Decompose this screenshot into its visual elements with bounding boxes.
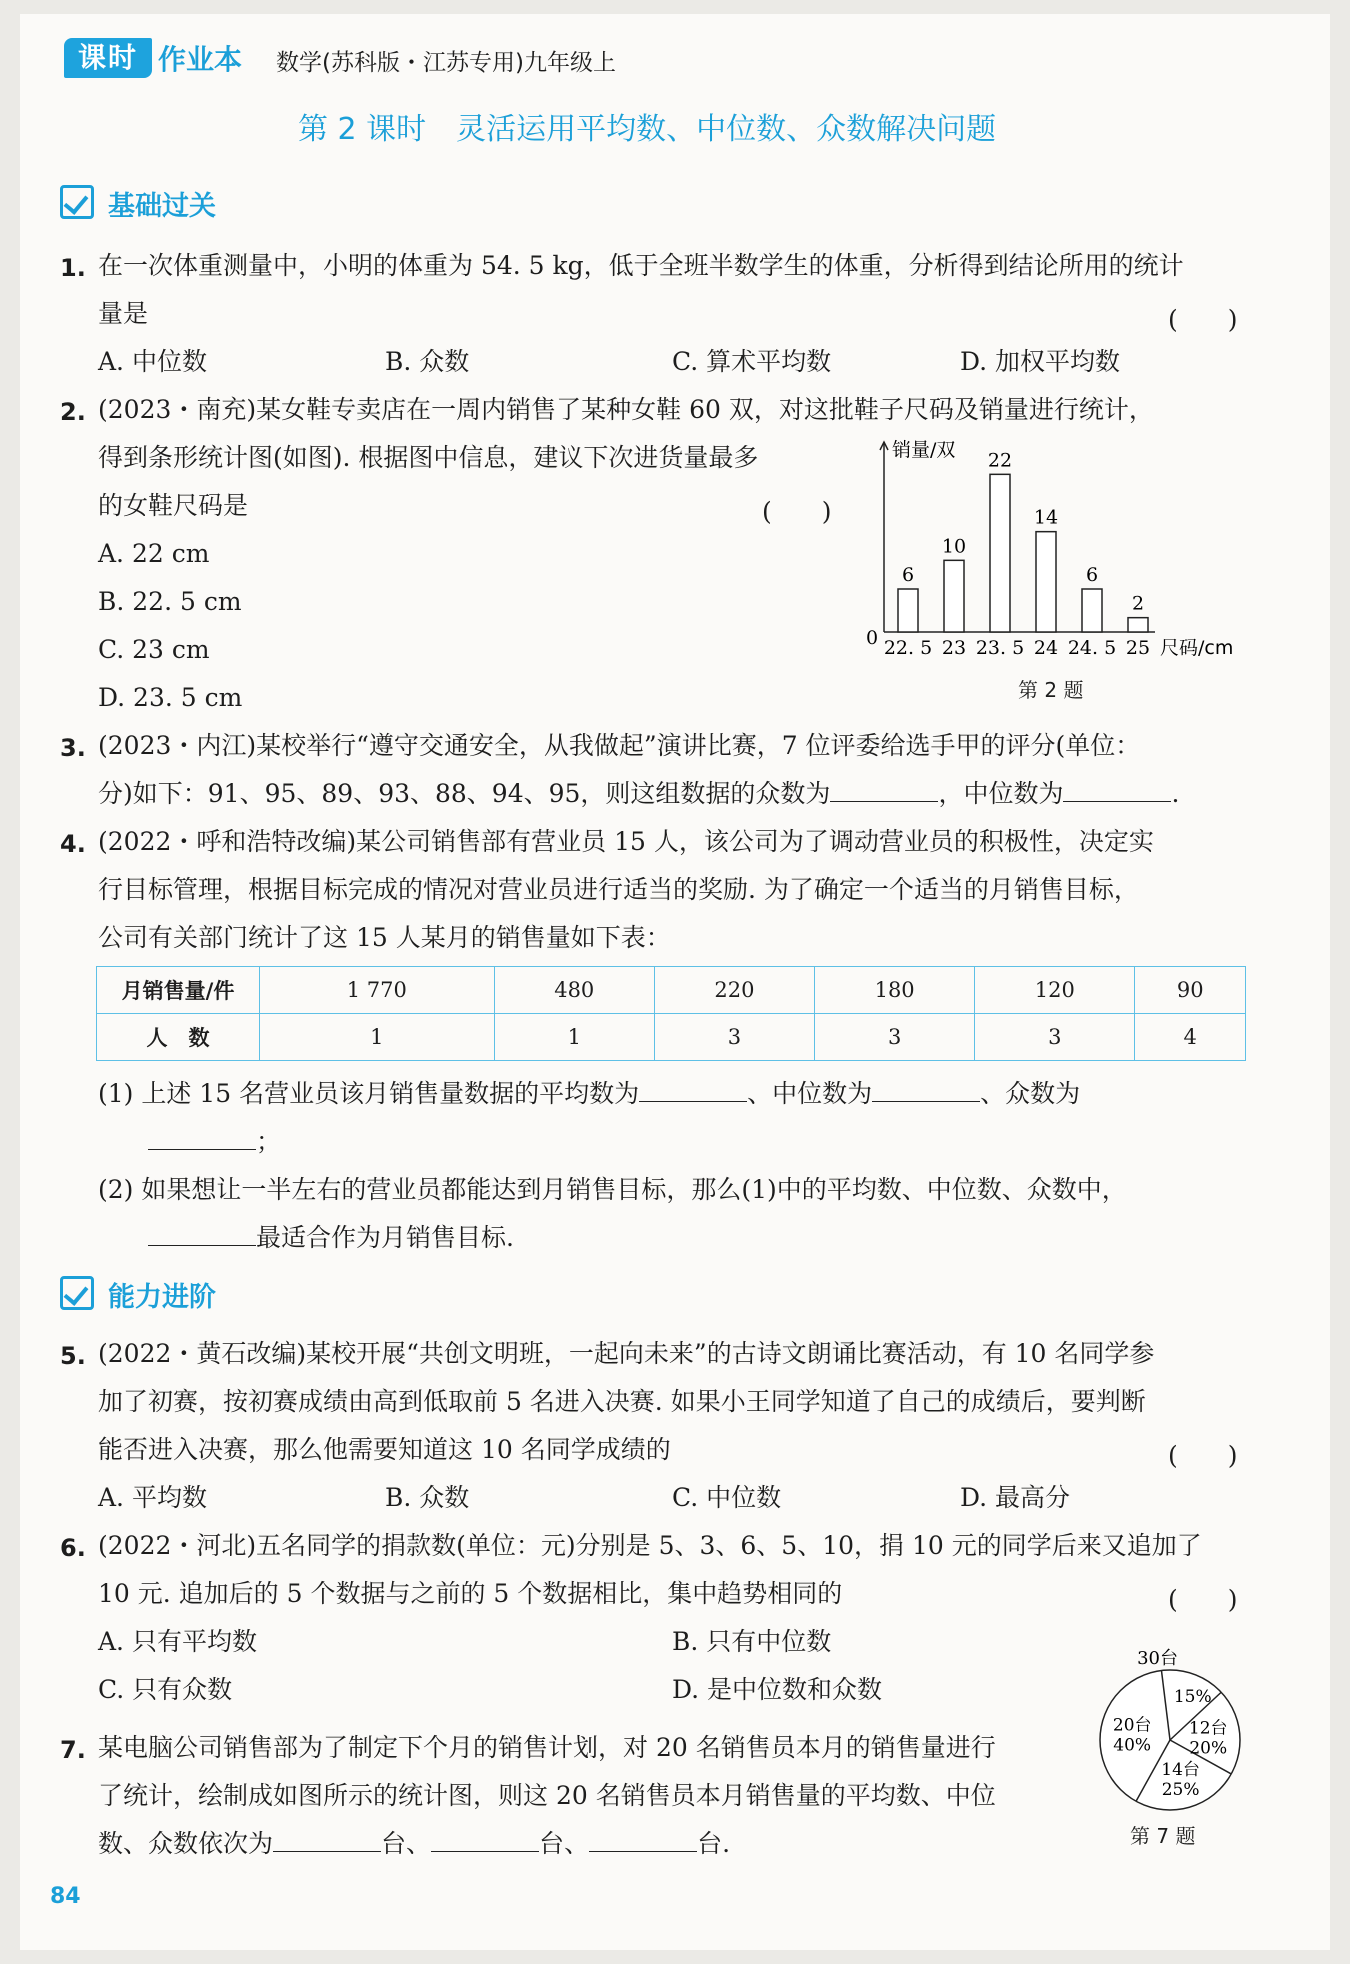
q3-number: 3. xyxy=(60,734,86,762)
q2-number: 2. xyxy=(60,398,86,426)
table-cell: 480 xyxy=(494,967,654,1014)
q4-sub1-text-c: 、众数为 xyxy=(980,1079,1081,1108)
table-cell: 4 xyxy=(1135,1014,1246,1061)
q7-unit-2: 台 xyxy=(539,1829,565,1858)
y-axis-label: 销量/双 xyxy=(892,439,956,461)
q4-blank-mean[interactable] xyxy=(639,1079,747,1102)
q2-option-c: C. 23 cm xyxy=(98,635,210,664)
table-row xyxy=(97,1014,1246,1061)
q2-option-b: B. 22. 5 cm xyxy=(98,587,242,616)
q7-sep-2: 、 xyxy=(564,1829,590,1858)
pie-slice-label: 12台 xyxy=(1188,1718,1228,1739)
q1-option-b: B. 众数 xyxy=(385,347,470,376)
q5-option-b: B. 众数 xyxy=(385,1483,470,1512)
pie-slice-label: 20台 xyxy=(1112,1715,1152,1736)
q2-line2: 得到条形统计图(如图). 根据图中信息，建议下次进货量最多 xyxy=(98,443,759,472)
bar xyxy=(1082,589,1102,632)
x-tick-label: 23. 5 xyxy=(975,637,1025,659)
checkbox-icon xyxy=(60,185,94,219)
x-axis-label: 尺码/cm xyxy=(1160,637,1234,659)
q7-blank-mode[interactable] xyxy=(589,1829,697,1852)
q4-blank-mode[interactable] xyxy=(148,1127,256,1150)
page-number: 84 xyxy=(50,1884,81,1909)
table-cell: 120 xyxy=(975,967,1135,1014)
q7-sep-1: 、 xyxy=(406,1829,432,1858)
lesson-title: 第 2 课时 灵活运用平均数、中位数、众数解决问题 xyxy=(298,112,997,147)
table-header-people: 人 数 xyxy=(97,1014,260,1061)
brand-logo: 课时 xyxy=(64,38,152,78)
x-tick-label: 23 xyxy=(941,637,967,659)
q1-option-d: D. 加权平均数 xyxy=(960,347,1121,376)
x-tick-label: 24. 5 xyxy=(1067,637,1117,659)
book-subtitle: 数学(苏科版・江苏专用)九年级上 xyxy=(276,50,616,76)
pie-slice-value: 15% xyxy=(1173,1686,1212,1707)
table-cell: 1 xyxy=(260,1014,495,1061)
q7-figure-caption: 第 7 题 xyxy=(1130,1824,1196,1848)
q5-line3: 能否进入决赛，那么他需要知道这 10 名同学成绩的 xyxy=(98,1435,671,1464)
q7-unit-3: 台 xyxy=(697,1829,723,1858)
q6-answer-paren: ( ) xyxy=(1168,1585,1238,1614)
q7-blank-mean[interactable] xyxy=(273,1829,381,1852)
bar xyxy=(1128,618,1148,632)
q7-line3 xyxy=(98,1820,730,1868)
sales-pie-chart xyxy=(1090,1628,1270,1818)
q6-option-d: D. 是中位数和众数 xyxy=(672,1675,883,1704)
q1-number: 1. xyxy=(60,254,86,282)
q4-line3: 公司有关部门统计了这 15 人某月的销售量如下表： xyxy=(98,923,671,952)
q5-option-c: C. 中位数 xyxy=(672,1483,782,1512)
q2-line1: (2023・南充)某女鞋专卖店在一周内销售了某种女鞋 60 双，对这批鞋子尺码及销量进行统计， xyxy=(98,395,1154,424)
q5-line2: 加了初赛，按初赛成绩由高到低取前 5 名进入决赛. 如果小王同学知道了自己的成绩后，要判断 xyxy=(98,1387,1146,1416)
q3-line2 xyxy=(98,770,1179,818)
q3-text-a: 分)如下：91、95、89、93、88、94、95，则这组数据的众数为 xyxy=(98,779,831,808)
q5-answer-paren: ( ) xyxy=(1168,1441,1238,1470)
q7-unit-1: 台 xyxy=(381,1829,407,1858)
q2-line3: 的女鞋尺码是 xyxy=(98,491,249,520)
bar xyxy=(990,474,1010,632)
q2-figure-caption: 第 2 题 xyxy=(1018,678,1084,702)
pie-slice-label: 30台 xyxy=(1137,1648,1178,1669)
q4-sub1-text-d: ； xyxy=(256,1127,282,1156)
bar xyxy=(1036,532,1056,632)
q4-sub2-line2 xyxy=(148,1214,514,1262)
q2-option-a: A. 22 cm xyxy=(98,539,210,568)
bar-value-label: 2 xyxy=(1131,592,1145,615)
q5-number: 5. xyxy=(60,1342,86,1370)
q4-sub2-text-b: 最适合作为月销售目标. xyxy=(256,1223,514,1252)
q3-line1: (2023・内江)某校举行“遵守交通安全，从我做起”演讲比赛，7 位评委给选手甲的评分(单位： xyxy=(98,731,1141,760)
q4-number: 4. xyxy=(60,830,86,858)
table-cell: 180 xyxy=(815,967,975,1014)
q1-answer-paren: ( ) xyxy=(1168,305,1238,334)
q6-option-c: C. 只有众数 xyxy=(98,1675,233,1704)
q2-option-d: D. 23. 5 cm xyxy=(98,683,243,712)
pencil-icon xyxy=(60,1276,94,1310)
bar xyxy=(944,560,964,632)
bar-value-label: 6 xyxy=(1085,564,1099,586)
sales-table xyxy=(96,966,1246,1061)
q1-option-c: C. 算术平均数 xyxy=(672,347,832,376)
q1-line1: 在一次体重测量中，小明的体重为 54. 5 kg，低于全班半数学生的体重，分析得到结论所用的统计 xyxy=(98,251,1184,280)
q6-line2: 10 元. 追加后的 5 个数据与之前的 5 个数据相比，集中趋势相同的 xyxy=(98,1579,843,1608)
q5-option-d: D. 最高分 xyxy=(960,1483,1071,1512)
section-advanced-title: 能力进阶 xyxy=(108,1282,216,1313)
table-cell: 3 xyxy=(975,1014,1135,1061)
origin-label: 0 xyxy=(866,627,879,649)
pie-slice-value: 40% xyxy=(1113,1735,1152,1756)
q7-line2: 了统计，绘制成如图所示的统计图，则这 20 名销售员本月销售量的平均数、中位 xyxy=(98,1781,996,1810)
q2-answer-paren: ( ) xyxy=(762,497,832,526)
shoe-size-bar-chart xyxy=(850,430,1260,670)
pie-slice-label: 14台 xyxy=(1161,1760,1200,1781)
bar-value-label: 14 xyxy=(1033,506,1059,529)
brand-name: 作业本 xyxy=(158,43,243,76)
q1-option-a: A. 中位数 xyxy=(98,347,207,376)
x-tick-label: 25 xyxy=(1125,637,1151,659)
table-cell: 1 xyxy=(494,1014,654,1061)
q3-blank-mode[interactable] xyxy=(830,779,938,802)
bar xyxy=(898,589,918,632)
q6-line1: (2022・河北)五名同学的捐款数(单位：元)分别是 5、3、6、5、10，捐 10 元的同学后来又追加了 xyxy=(98,1531,1202,1560)
q4-sub1-text-b: 、中位数为 xyxy=(747,1079,873,1108)
table-cell: 3 xyxy=(654,1014,814,1061)
q4-sub1-line2 xyxy=(148,1118,281,1166)
table-cell: 1 770 xyxy=(260,967,495,1014)
bar-value-label: 10 xyxy=(941,535,967,558)
q3-text-c: . xyxy=(1171,779,1180,808)
q4-sub1-text-a: (1) 上述 15 名营业员该月销售量数据的平均数为 xyxy=(98,1079,640,1108)
q6-option-b: B. 只有中位数 xyxy=(672,1627,832,1656)
bar-value-label: 6 xyxy=(901,564,915,586)
q4-sub1-line1 xyxy=(98,1070,1080,1118)
q5-option-a: A. 平均数 xyxy=(98,1483,207,1512)
q3-blank-median[interactable] xyxy=(1063,779,1171,802)
bar-value-label: 22 xyxy=(987,449,1013,472)
table-cell: 220 xyxy=(654,967,814,1014)
q4-blank-target[interactable] xyxy=(148,1223,256,1246)
q7-end: . xyxy=(722,1829,731,1858)
table-row xyxy=(97,967,1246,1014)
table-cell: 3 xyxy=(815,1014,975,1061)
q4-sub2-line1: (2) 如果想让一半左右的营业员都能达到月销售目标，那么(1)中的平均数、中位数、众数中， xyxy=(98,1175,1127,1204)
q5-line1: (2022・黄石改编)某校开展“共创文明班，一起向未来”的古诗文朗诵比赛活动，有 10 名同学参 xyxy=(98,1339,1155,1368)
q4-line2: 行目标管理，根据目标完成的情况对营业员进行适当的奖励. 为了确定一个适当的月销售目标， xyxy=(98,875,1139,904)
pie-slice-value: 25% xyxy=(1161,1780,1200,1801)
q7-number: 7. xyxy=(60,1736,86,1764)
q6-option-a: A. 只有平均数 xyxy=(98,1627,257,1656)
x-tick-label: 22. 5 xyxy=(883,637,933,659)
q1-line2: 量是 xyxy=(98,299,149,328)
x-tick-label: 24 xyxy=(1033,637,1059,659)
table-cell: 90 xyxy=(1135,967,1246,1014)
q3-text-b: ，中位数为 xyxy=(938,779,1064,808)
q7-blank-median[interactable] xyxy=(431,1829,539,1852)
q4-line1: (2022・呼和浩特改编)某公司销售部有营业员 15 人，该公司为了调动营业员的积极性，决定实 xyxy=(98,827,1154,856)
pie-slice-value: 20% xyxy=(1189,1738,1228,1759)
q7-text-a: 数、众数依次为 xyxy=(98,1829,274,1858)
q4-blank-median[interactable] xyxy=(872,1079,980,1102)
section-basic-title: 基础过关 xyxy=(108,191,216,222)
q7-line1: 某电脑公司销售部为了制定下个月的销售计划，对 20 名销售员本月的销售量进行 xyxy=(98,1733,996,1762)
table-header-sales: 月销售量/件 xyxy=(97,967,260,1014)
q6-number: 6. xyxy=(60,1534,86,1562)
